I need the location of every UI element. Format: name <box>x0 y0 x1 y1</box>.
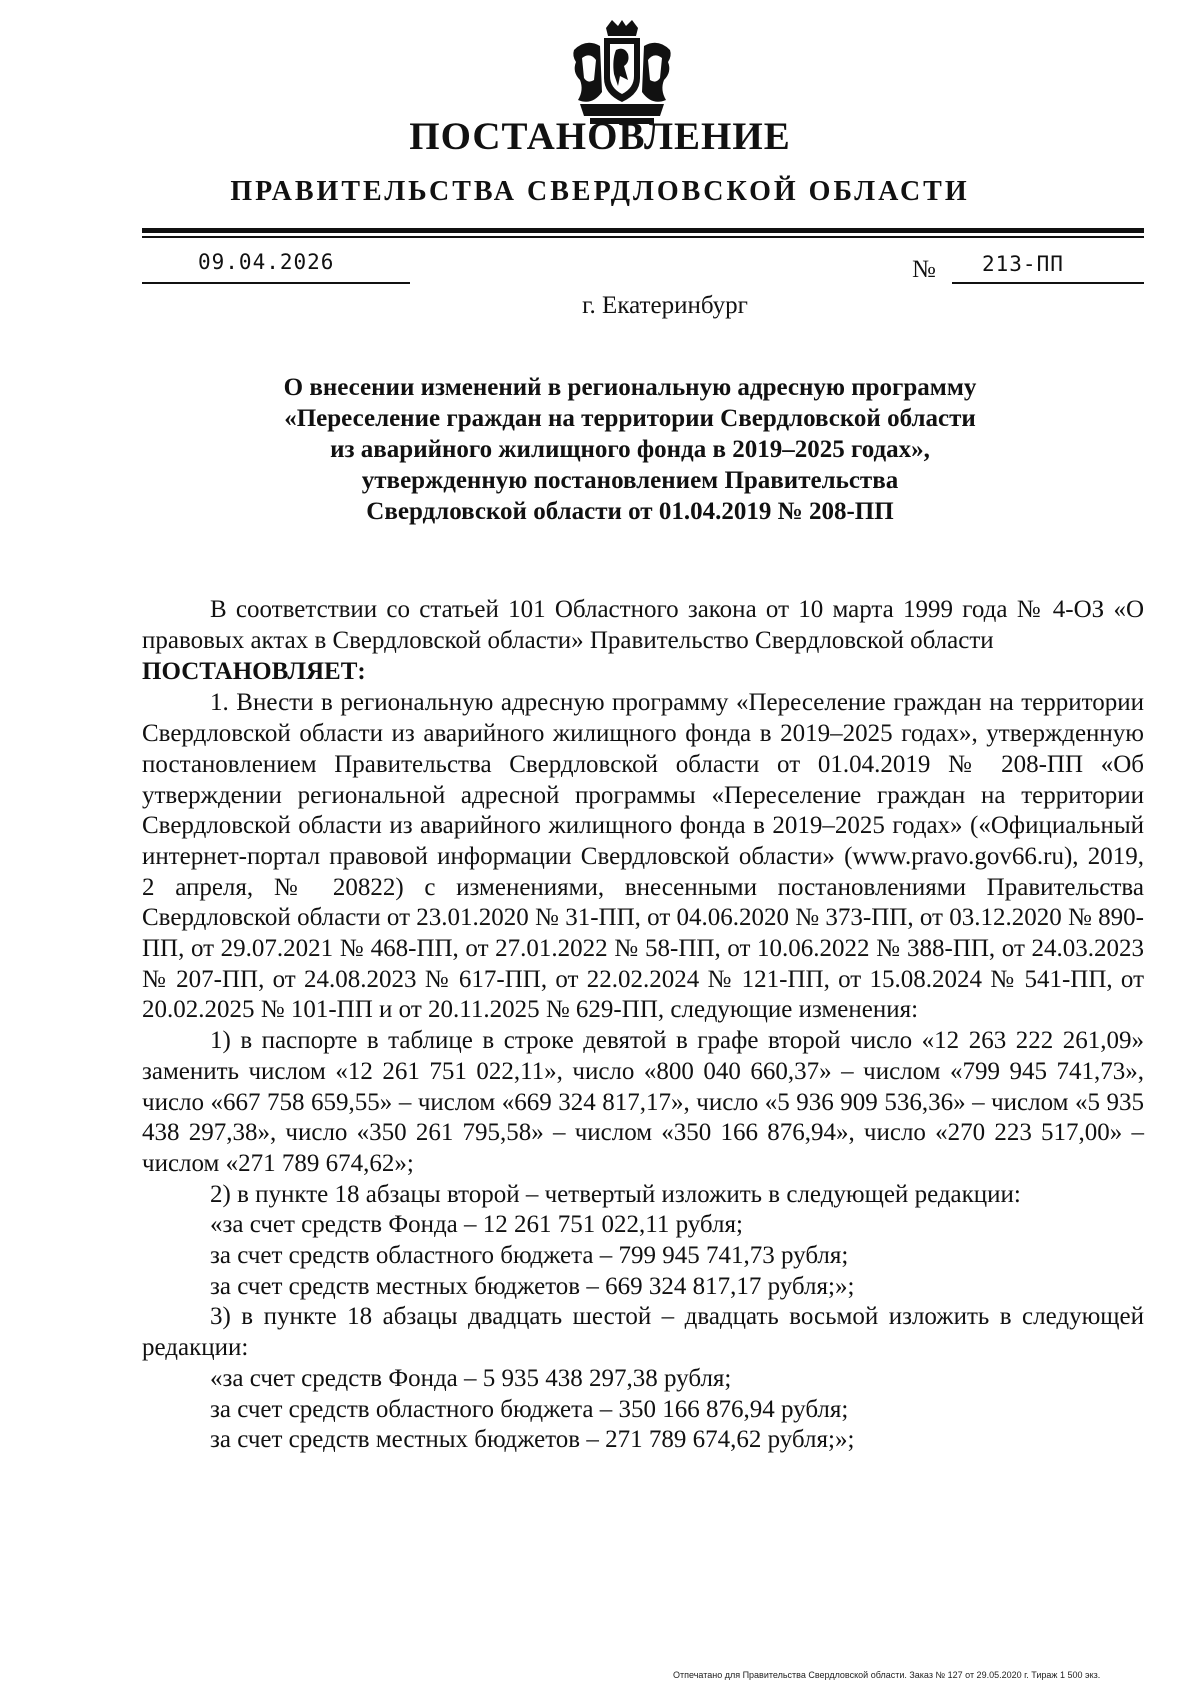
header-divider-thin <box>142 236 1144 238</box>
number-underline <box>952 282 1144 284</box>
item-1-paragraph: 1. Внести в региональную адресную программу «Переселение граждан на территории Свердловской области из аварийного жилищного фонда в 2019–2025 годах», утвержденную постановлением Правительства Свердловской области от 01.04.2019 № 208-ПП «Об утверждении региональной адресной программы «Переселение граждан на территории Свердловской области из аварийного жилищного фонда в 2019–2025 годах» («Официальный интернет-портал правовой информации Свердловской области» (www.pravo.gov66.ru), 2019, 2 апреля, № 20822) с изменениями, внесенными постановлениями Правительства Свердловской области от 23.01.2020 № 31-ПП, от 04.06.2020 № 373-ПП, от 03.12.2020 № 890-ПП, от 29.07.2021 № 468-ПП, от 27.01.2022 № 58-ПП, от 10.06.2022 № 388-ПП, от 24.03.2023 № 207-ПП, от 24.08.2023 № 617-ПП, от 22.02.2024 № 121-ПП, от 15.08.2024 № 541-ПП, от 20.02.2025 № 101-ПП и от 20.11.2025 № 629-ПП, следующие изменения: <box>142 689 1144 1024</box>
document-type-heading: ПОСТАНОВЛЕНИЕ <box>409 115 791 158</box>
subitem-2-quote-line: за счет средств областного бюджета – 799 945 741,73 рубля; <box>210 1242 849 1270</box>
subitem-2-paragraph: 2) в пункте 18 абзацы второй – четвертый изложить в следующей редакции: <box>210 1180 1021 1208</box>
document-body <box>142 595 1144 1456</box>
subitem-3-paragraph: 3) в пункте 18 абзацы двадцать шестой – двадцать восьмой изложить в следующей редакции: <box>142 1303 1144 1362</box>
subitem-2-quote-line: за счет средств местных бюджетов – 669 324 817,17 рубля;»; <box>210 1272 855 1300</box>
title-line: «Переселение граждан на территории Свердловской области <box>284 405 976 432</box>
title-line: Свердловской области от 01.04.2019 № 208-ПП <box>366 498 894 525</box>
header-divider-thick <box>142 228 1144 233</box>
subitem-3-quote-line: за счет средств областного бюджета – 350 166 876,94 рубля; <box>210 1395 849 1423</box>
document-date: 09.04.2026 <box>198 250 335 274</box>
subitem-1-paragraph: 1) в паспорте в таблице в строке девятой в графе второй число «12 263 222 261,09» заменить числом «12 261 751 022,11», число «800 040 660,37» – числом «799 945 741,73», число «667 758 659,55» – числом «669 324 817,17», число «5 936 909 536,36» – числом «5 935 438 297,38», число «350 261 795,58» – числом «350 166 876,94», число «270 223 517,00» – числом «271 789 674,62»; <box>142 1027 1144 1177</box>
decree-word: ПОСТАНОВЛЯЕТ: <box>142 658 366 686</box>
document-title <box>180 372 1080 527</box>
subitem-3-quote-line: за счет средств местных бюджетов – 271 789 674,62 рубля;»; <box>210 1426 855 1454</box>
title-line: из аварийного жилищного фонда в 2019–2025 годах», <box>330 436 930 463</box>
subitem-2-quote-line: «за счет средств Фонда – 12 261 751 022,11 рубля; <box>210 1211 743 1239</box>
number-sign: № <box>912 256 936 283</box>
issuing-authority-heading: ПРАВИТЕЛЬСТВА СВЕРДЛОВСКОЙ ОБЛАСТИ <box>230 176 970 207</box>
title-line: О внесении изменений в региональную адресную программу <box>283 374 977 401</box>
subitem-3-quote-line: «за счет средств Фонда – 5 935 438 297,38 рубля; <box>210 1364 732 1392</box>
date-underline <box>142 282 410 284</box>
preamble-paragraph: В соответствии со статьей 101 Областного закона от 10 марта 1999 года № 4-ОЗ «О правовых актах в Свердловской области» Правительство Свердловской области <box>142 596 1144 654</box>
document-number: 213-ПП <box>982 252 1064 276</box>
city: г. Екатеринбург <box>582 292 748 319</box>
title-line: утвержденную постановлением Правительства <box>361 467 899 494</box>
print-note: Отпечатано для Правительства Свердловской области. Заказ № 127 от 29.05.2020 г. Тираж 1 500 экз. <box>673 1670 1101 1680</box>
